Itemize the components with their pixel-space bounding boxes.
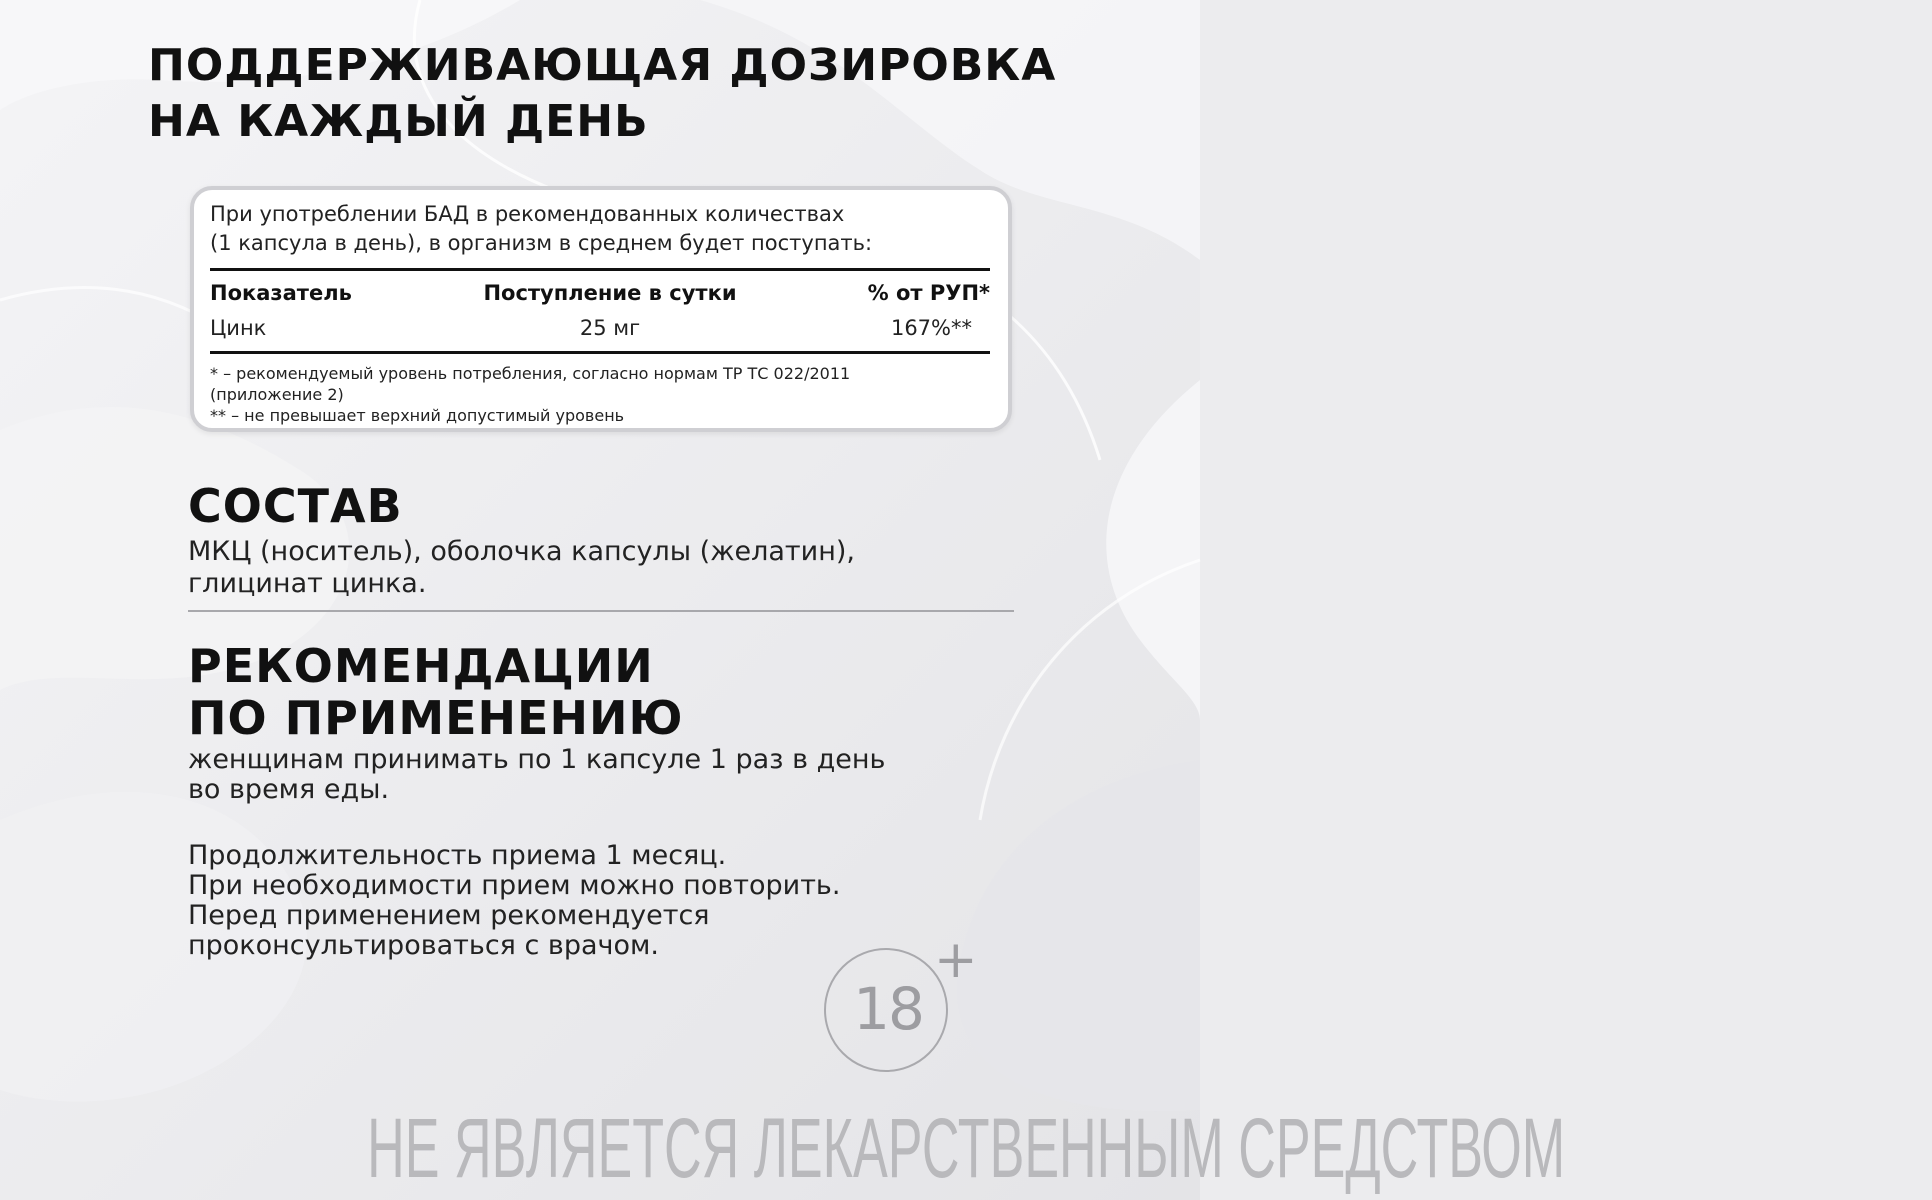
page-title	[148, 38, 1148, 150]
table-row	[210, 313, 990, 343]
composition-line-2: глицинат цинка.	[188, 568, 427, 599]
duration-line-1: Продолжительность приема 1 месяц.	[188, 840, 727, 871]
recommendations-heading	[188, 640, 683, 744]
header-daily-intake: Поступление в сутки	[483, 281, 737, 305]
composition-line-1: МКЦ (носитель), оболочка капсулы (желатин),	[188, 536, 855, 567]
duration-text	[188, 841, 1008, 961]
page-title-line-2: НА КАЖДЫЙ ДЕНЬ	[148, 96, 649, 147]
usage-line-1: женщинам принимать по 1 капсуле 1 раз в день	[188, 744, 886, 775]
footnote-line-3: ** – не превышает верхний допустимый уровень	[210, 406, 625, 425]
footnotes	[210, 363, 988, 426]
disclaimer-footer	[0, 1100, 1566, 1200]
recommendations-heading-line-2: ПО ПРИМЕНЕНИЮ	[188, 691, 684, 745]
footnote-line-1: * – рекомендуемый уровень потребления, согласно нормам ТР ТС 022/2011	[210, 364, 851, 383]
card-intro	[210, 200, 988, 258]
section-divider	[188, 610, 1014, 612]
duration-line-2: При необходимости прием можно повторить.	[188, 870, 841, 901]
header-indicator: Показатель	[210, 281, 352, 305]
usage-line-2: во время еды.	[188, 774, 390, 805]
card-intro-line-1: При употреблении БАД в рекомендованных количествах	[210, 202, 845, 226]
dosage-info-card	[190, 186, 1012, 432]
table-header-row	[210, 273, 990, 313]
age-badge-number: 18	[853, 975, 923, 1043]
header-rup: % от РУП*	[867, 281, 990, 305]
page-title-line-1: ПОДДЕРЖИВАЮЩАЯ ДОЗИРОВКА	[148, 40, 1057, 91]
age-badge-plus: +	[934, 930, 978, 990]
usage-text	[188, 745, 1008, 805]
composition-heading: СОСТАВ	[188, 479, 403, 533]
cell-daily-intake: 25 мг	[579, 316, 641, 340]
table-top-rule	[210, 268, 990, 271]
card-intro-line-2: (1 капсула в день), в организм в среднем будет поступать:	[210, 231, 873, 255]
duration-line-3: Перед применением рекомендуется	[188, 900, 710, 931]
recommendations-heading-line-1: РЕКОМЕНДАЦИИ	[188, 639, 654, 693]
duration-line-4: проконсультироваться с врачом.	[188, 930, 659, 961]
age-restriction-badge	[822, 930, 978, 1076]
cell-indicator: Цинк	[210, 316, 267, 340]
disclaimer-text: НЕ ЯВЛЯЕТСЯ ЛЕКАРСТВЕННЫМ СРЕДСТВОМ	[367, 1101, 1566, 1195]
cell-rup: 167%**	[890, 316, 972, 340]
footnote-line-2: (приложение 2)	[210, 385, 344, 404]
table-bottom-rule	[210, 351, 990, 354]
composition-text	[188, 536, 1008, 600]
